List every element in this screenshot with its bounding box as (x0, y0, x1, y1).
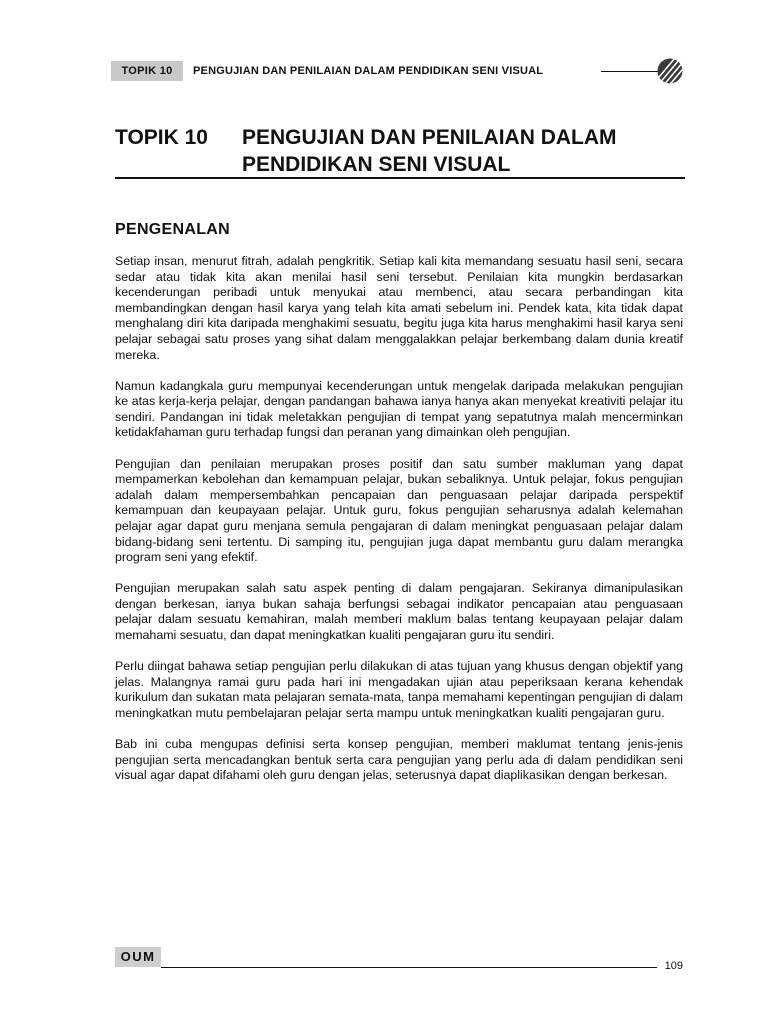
oum-badge: OUM (115, 947, 161, 967)
body-text (115, 254, 683, 799)
running-header (111, 61, 689, 81)
paragraph: Namun kadangkala guru mempunyai kecenderungan untuk mengelak daripada melakukan pengujian ke atas kerja-kerja pelajar, dengan pandangan bahawa ianya hanya akan menyekat kreativiti pelajar itu sendiri. Pandangan ini tidak meletakkan pengujian di tempat yang sepatutnya malah mencerminkan ketidakfahaman guru terhadap fungsi dan peranan yang dimainkan oleh pengujian. (115, 378, 683, 440)
striped-circle-icon (657, 58, 683, 84)
footer-rule (161, 967, 657, 968)
paragraph: Pengujian merupakan salah satu aspek penting di dalam pengajaran. Sekiranya dimanipulasikan dengan berkesan, ianya bukan sahaja berfungsi sebagai indikator pencapaian atau penguasaan pelajar dalam sesuatu kemahiran, malah memberi maklum balas tentang keupayaan pelajar dalam memahami sesuatu, dan dapat meningkatkan kualiti pengajaran guru itu sendiri. (115, 581, 683, 642)
paragraph: Bab ini cuba mengupas definisi serta konsep pengujian, memberi maklumat tentang jenis-jenis pengujian serta mencadangkan bentuk serta cara pengujian yang perlu ada di dalam pendidikan seni visual agar dapat difahami oleh guru dengan jelas, seterusnya dapat diaplikasikan dengan berkesan. (115, 736, 683, 783)
heading-rule (115, 177, 685, 179)
paragraph: Setiap insan, menurut fitrah, adalah pengkritik. Setiap kali kita memandang sesuatu hasil seni, secara sedar atau tidak kita akan menilai hasil seni tersebut. Penilaian kita mungkin berdasarkan kecenderungan peribadi untuk menyukai atau membenci, atau secara perbandingan kita membandingkan dengan hasil karya yang telah kita amati sebelum ini. Pendek kata, kita tidak dapat menghalang diri kita daripada menghakimi sesuatu, begitu juga kita harus menghakimi hasil karya seni pelajar sebagai satu proses yang sihat dalam menggalakkan pelajar berkembang dalam dunia kreatif mereka. (115, 254, 683, 362)
chapter-title: PENGUJIAN DAN PENILAIAN DALAM PENDIDIKAN SENI VISUAL (242, 126, 617, 176)
page-footer (115, 947, 685, 977)
header-rule (601, 71, 663, 72)
page-number: 109 (664, 960, 683, 972)
topic-tag: TOPIK 10 (111, 61, 183, 81)
paragraph: Perlu diingat bahawa setiap pengujian perlu dilakukan di atas tujuan yang khusus dengan objektif yang jelas. Malangnya ramai guru pada hari ini mengadakan ujian atau peperiksaan kerana kehendak kurikulum dan sukatan mata pelajaran semata-mata, tanpa memahami kepentingan pengujian di dalam meningkatkan mutu pembelajaran pelajar serta mampu untuk meningkatkan kualiti pengajaran guru. (115, 659, 683, 720)
paragraph: Pengujian dan penilaian merupakan proses positif dan satu sumber makluman yang dapat mempamerkan kebolehan dan kemampuan pelajar, bukan sebaliknya. Untuk pelajar, fokus pengujian adalah dalam mempersembahkan pencapaian dan penguasaan pelajar daripada perspektif kemampuan dan keupayaan pelajar. Untuk guru, fokus pengujian seharusnya adalah kelemahan pelajar agar dapat guru menjana semula pengajaran di dalam meningkat penguasaan pelajar dalam bidang-bidang seni tertentu. Di samping itu, pengujian juga dapat membantu guru dalam merangka program seni yang efektif. (115, 456, 683, 565)
section-heading: PENGENALAN (115, 221, 231, 238)
running-header-title: PENGUJIAN DAN PENILAIAN DALAM PENDIDIKAN SENI VISUAL (193, 65, 544, 77)
chapter-number: TOPIK 10 (115, 126, 208, 149)
